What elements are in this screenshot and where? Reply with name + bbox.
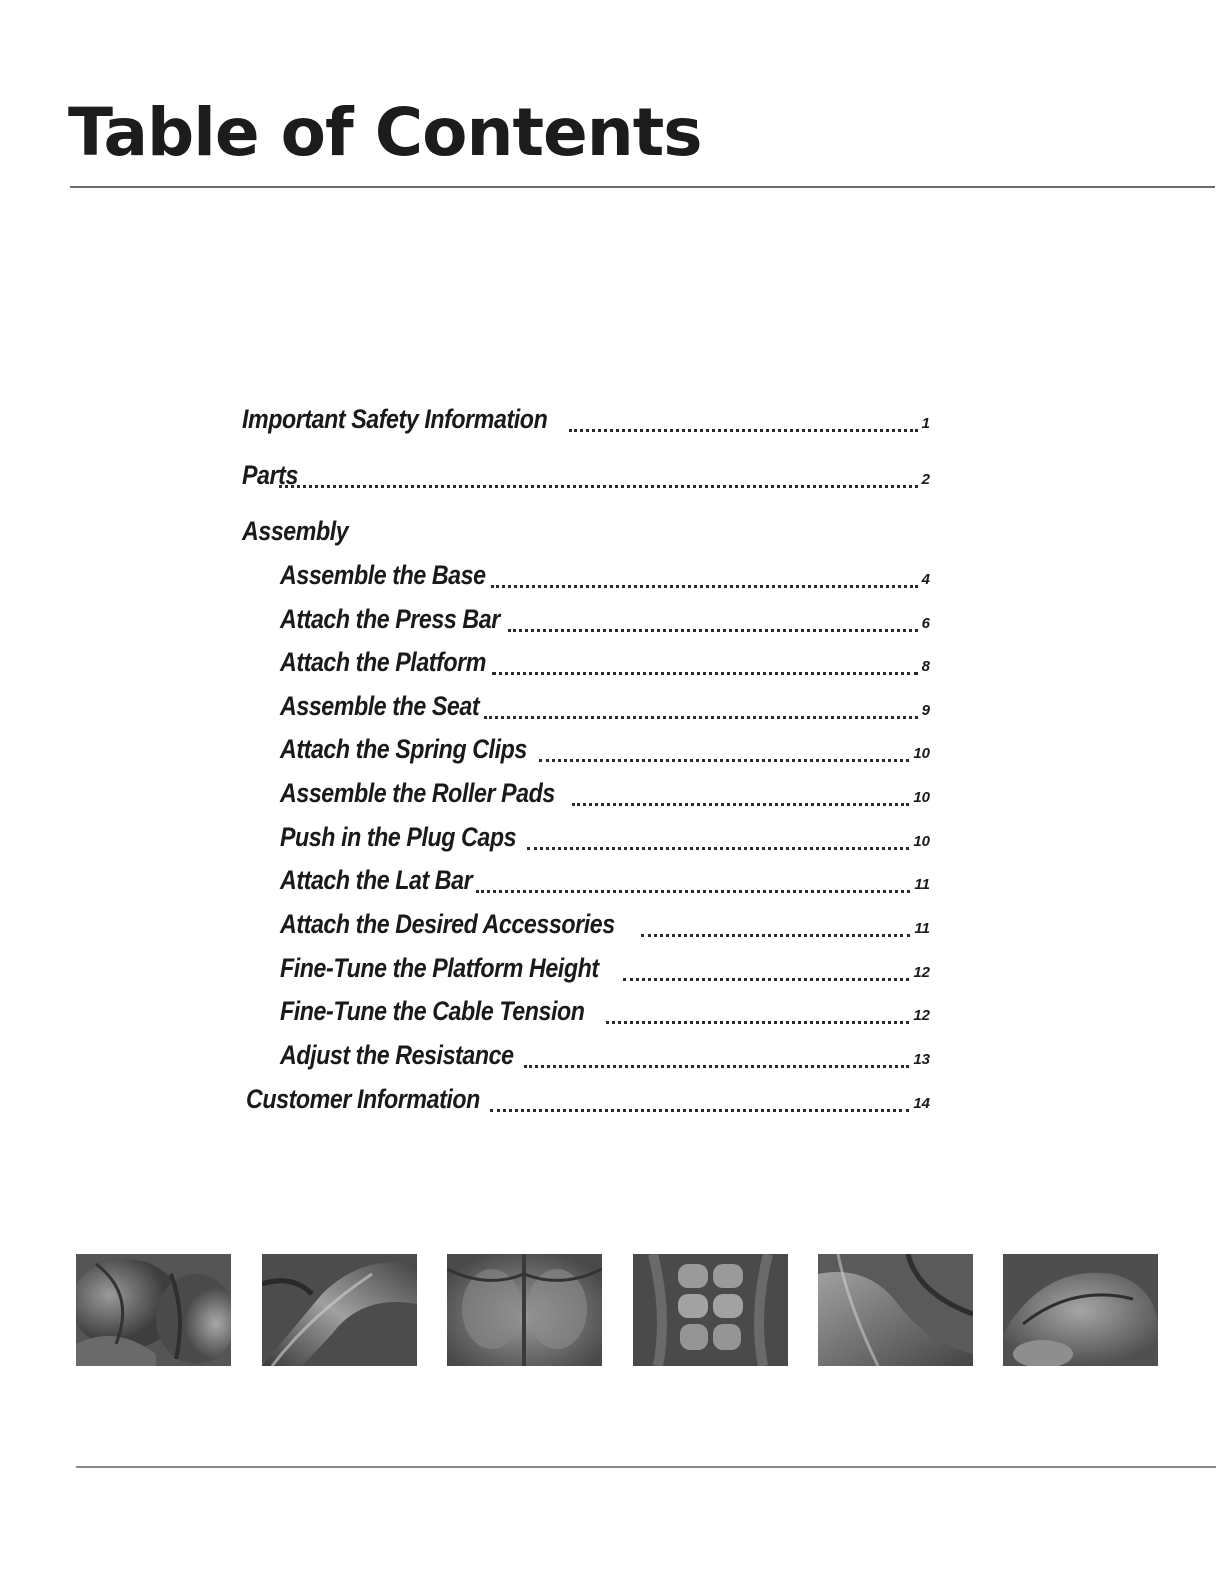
toc-entry-label: Assemble the Seat [280,691,480,721]
dot-leader [491,585,918,588]
toc-entry-fine-tune-the-cable-tension[interactable] [280,996,930,1036]
dot-leader [524,1065,910,1068]
toc-entry-label: Attach the Desired Accessories [280,909,615,939]
toc-entry-label: Important Safety Information [242,404,548,434]
toc-entry-label: Push in the Plug Caps [280,822,517,852]
dot-leader [476,890,911,893]
toc-entry-page: 10 [913,789,930,806]
muscle-photo-arm [818,1254,973,1366]
toc-entry-page: 13 [913,1051,930,1068]
toc-entry-adjust-the-resistance[interactable] [280,1040,930,1080]
toc-entry-fine-tune-the-platform-height[interactable] [280,953,930,993]
toc-entry-label: Customer Information [246,1084,480,1114]
muscle-photo-shoulders [76,1254,231,1366]
dot-leader [569,429,918,432]
toc-entry-page: 12 [913,964,930,981]
toc-entry-page: 8 [921,658,930,675]
muscle-photo-arm-image [818,1254,973,1366]
toc-entry-page: 4 [921,571,930,588]
dot-leader [641,934,910,937]
toc-entry-assemble-the-base[interactable] [280,560,930,600]
toc-entry-label: Assemble the Base [280,560,486,590]
dot-leader [279,485,918,488]
toc-entry-label: Assemble the Roller Pads [280,778,555,808]
toc-entry-label: Fine-Tune the Platform Height [280,953,599,983]
muscle-photo-abdominals-image [633,1254,788,1366]
muscle-photo-bicep [1003,1254,1158,1366]
toc-entry-push-in-the-plug-caps[interactable] [280,822,930,862]
toc-entry-page: 6 [921,615,930,632]
toc-entry-page: 11 [914,876,930,893]
dot-leader [623,978,910,981]
toc-entry-label: Attach the Press Bar [280,604,500,634]
toc-entry-page: 10 [913,745,930,762]
toc-entry-attach-the-platform[interactable] [280,647,930,687]
toc-entry-label: Adjust the Resistance [280,1040,514,1070]
dot-leader [539,759,909,762]
toc-entry-attach-the-desired-accessories[interactable] [280,909,930,949]
page-title: Table of Contents [68,94,702,171]
muscle-photo-shoulders-image [76,1254,231,1366]
dot-leader [492,672,918,675]
toc-entry-assemble-the-roller-pads[interactable] [280,778,930,818]
dot-leader [606,1021,909,1024]
muscle-photo-forearm-image [262,1254,417,1366]
toc-entry-label: Attach the Platform [280,647,486,677]
muscle-photo-abdominals [633,1254,788,1366]
dot-leader [484,716,918,719]
toc-entry-page: 9 [921,702,930,719]
title-divider [70,186,1215,188]
toc-entry-parts[interactable] [242,460,930,500]
toc-entry-attach-the-spring-clips[interactable] [280,734,930,774]
toc-entry-label: Attach the Lat Bar [280,865,473,895]
toc-entry-page: 12 [913,1007,930,1024]
toc-section-label: Assembly [242,516,349,546]
dot-leader [572,803,910,806]
toc-entry-label: Attach the Spring Clips [280,734,527,764]
toc-entry-page: 10 [913,833,930,850]
toc-entry-attach-the-press-bar[interactable] [280,604,930,644]
dot-leader [527,847,910,850]
toc-section-assembly[interactable] [242,516,930,556]
dot-leader [508,629,918,632]
muscle-photo-back-image [447,1254,602,1366]
muscle-photo-bicep-image [1003,1254,1158,1366]
toc-entry-label: Parts [242,460,298,490]
bottom-divider [76,1466,1216,1468]
muscle-photo-back [447,1254,602,1366]
toc-entry-attach-the-lat-bar[interactable] [280,865,930,905]
muscle-photo-strip [76,1254,1158,1366]
toc-entry-important-safety-information[interactable] [242,404,930,444]
toc-entry-page: 1 [921,415,930,432]
dot-leader [490,1109,909,1112]
toc-entry-label: Fine-Tune the Cable Tension [280,996,585,1026]
toc-entry-page: 11 [914,920,930,937]
muscle-photo-forearm [262,1254,417,1366]
toc-entry-page: 2 [921,471,930,488]
toc-entry-customer-information[interactable] [246,1084,930,1124]
toc-entry-page: 14 [913,1095,930,1112]
toc-entry-assemble-the-seat[interactable] [280,691,930,731]
